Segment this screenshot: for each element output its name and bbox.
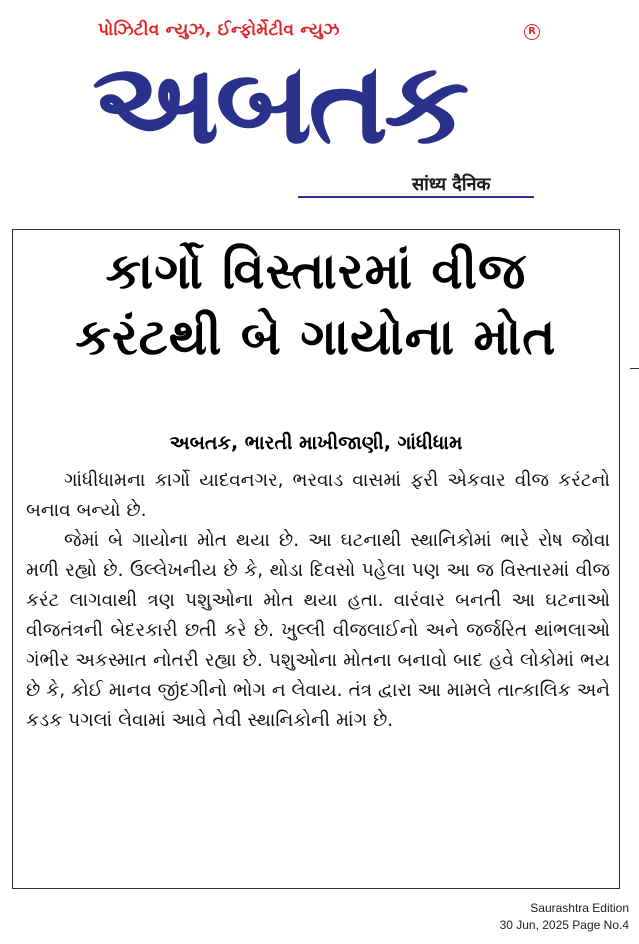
article-paragraph-1: ગાંધીધામના કાર્ગો યાદવનગર, ભરવાડ વાસમાં ફરી એકવાર વીજ કરંટનો બનાવ બન્યો છે. bbox=[26, 470, 610, 521]
footer-date-page: 30 Jun, 2025 Page No.4 bbox=[499, 918, 629, 932]
article-body bbox=[26, 466, 610, 736]
article-byline: અબતક, ભારતી માખીજાણી, ગાંધીધામ bbox=[169, 432, 463, 454]
article-headline bbox=[13, 238, 619, 370]
masthead-tagline: પોઝિટીવ ન્યુઝ, ઈન્ફોર્મેટીવ ન્યુઝ bbox=[98, 20, 340, 40]
newspaper-logo: અબતક bbox=[92, 44, 466, 164]
article-box bbox=[12, 229, 620, 889]
footer-edition: Saurashtra Edition bbox=[530, 901, 629, 915]
masthead-divider bbox=[298, 196, 534, 198]
headline-line-2: કરંટથી બે ગાયોના મોત bbox=[75, 308, 557, 366]
page-footer bbox=[500, 900, 629, 934]
crop-mark bbox=[630, 368, 639, 369]
registered-mark-icon: R bbox=[524, 24, 540, 40]
headline-line-1: કાર્ગો વિસ્તારમાં વીજ bbox=[105, 242, 527, 300]
masthead bbox=[0, 0, 639, 210]
edition-label: सांध्य दैनिक bbox=[412, 174, 491, 195]
article-paragraph-2: જેમાં બે ગાયોના મોત થયા છે. આ ઘટનાથી સ્થાનિકોમાં ભારે રોષ જોવા મળી રહ્યો છે. ઉલ્લેખનીય છે કે, થોડા દિવસો પહેલા પણ આ જ વિસ્તારમાં વીજ કરંટ લાગવાથી ત્રણ પશુઓના મોત થયા હતા. વારંવાર બનતી આ ઘટનાઓ વીજતંત્રની બેદરકારી છતી કરે છે. ખુલ્લી વીજલાઈનો અને જર્જરિત થાંભલાઓ ગંભીર અકસ્માત નોતરી રહ્યા છે. પશુઓના મોતના બનાવો બાદ હવે લોકોમાં ભય છે કે, કોઈ માનવ જીંદગીનો ભોગ ન લેવાય. તંત્ર દ્વારા આ મામલે તાત્કાલિક અને કડક પગલાં લેવામાં આવે તેવી સ્થાનિકોની માંગ છે. bbox=[26, 530, 610, 731]
